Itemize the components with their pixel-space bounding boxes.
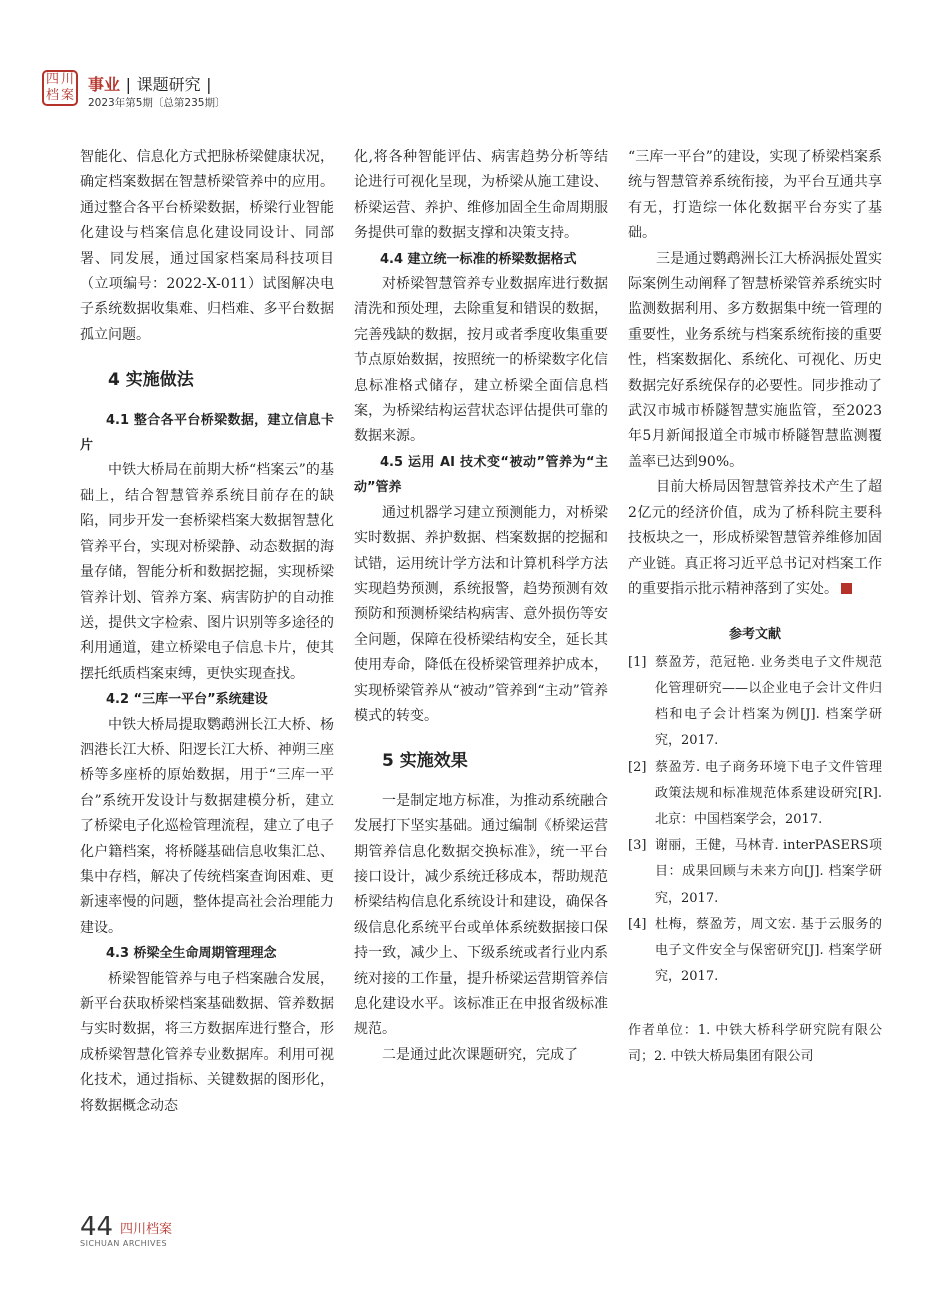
reference-item: [628, 755, 882, 834]
text-column-1: [80, 145, 334, 1119]
author-affiliation: 作者单位：1. 中铁大桥科学研究院有限公司；2. 中铁大桥局集团有限公司: [628, 1023, 882, 1065]
column-name: 课题研究: [136, 75, 201, 94]
reference-item: [628, 833, 882, 912]
paragraph: 智能化、信息化方式把脉桥梁健康状况，确定档案数据在智慧桥梁管养中的应用。通过整合各平台桥梁数据，桥梁行业智能化建设与档案信息化建设同设计、同部署、同发展，通过国家档案局科技项目（立项编号：2022-X-011）试图解决电子系统数据收集难、归档难、多平台数据孤立问题。: [80, 149, 334, 343]
seal-char: 四: [45, 72, 59, 87]
section-heading: 5 实施效果: [382, 751, 468, 772]
paragraph: 通过机器学习建立预测能力，对桥梁实时数据、养护数据、档案数据的挖掘和试错，运用统计学方法和计算机科学方法实现趋势预测，系统报警，趋势预测有效预防和预测桥梁结构病害、意外损伤等安全问题，保障在役桥梁结构安全，延长其使用寿命，降低在役桥梁管理养护成本，实现桥梁管养从“被动”管养到“主动”管养模式的转变。: [354, 504, 608, 724]
reference-item: [628, 650, 882, 755]
seal-char: 档: [45, 88, 59, 103]
reference-number: [3]: [628, 838, 647, 854]
page-header: [40, 66, 920, 116]
publication-name-en: SICHUAN ARCHIVES: [80, 1239, 168, 1248]
reference-number: [1]: [628, 654, 647, 670]
seal-char: 川: [60, 72, 74, 87]
subsection-heading: 4.3 桥梁全生命周期管理理念: [106, 946, 277, 962]
paragraph: 对桥梁智慧管养专业数据库进行数据清洗和预处理，去除重复和错误的数据，完善残缺的数据，按月或者季度收集重要节点原始数据，按照统一的桥梁数字化信息标准格式储存，建立桥梁全面信息档案，为桥梁结构运营状态评估提供可靠的数据来源。: [354, 276, 608, 445]
reference-number: [4]: [628, 916, 647, 932]
paragraph-final: [628, 475, 882, 602]
references-title: 参考文献: [728, 627, 781, 643]
paragraph: 二是通过此次课题研究，完成了: [382, 1046, 578, 1063]
subsection-heading: 4.2 “三库一平台”系统建设: [106, 692, 268, 708]
subsection-heading: 4.5 运用 AI 技术变“被动”管养为“主动”管养: [354, 454, 608, 496]
reference-text: 蔡盈芳，范冠艳. 业务类电子文件规范化管理研究——以企业电子会计文件归档和电子会计档案为例[J]. 档案学研究，2017.: [655, 654, 882, 749]
text-column-2: [354, 145, 608, 1068]
subsection-heading: 4.1 整合各平台桥梁数据，建立信息卡片: [80, 412, 334, 454]
paragraph: 桥梁智能管养与电子档案融合发展，新平台获取桥梁档案基础数据、管养数据与实时数据，将三方数据库进行整合，形成桥梁智慧化管养专业数据库。利用可视化技术，通过指标、关键数据的图形化，将数据概念动态: [80, 970, 334, 1114]
page-number: 44: [80, 1212, 114, 1242]
subsection-heading: 4.4 建立统一标准的桥梁数据格式: [380, 251, 577, 267]
reference-item: [628, 912, 882, 991]
reference-text: 蔡盈芳. 电子商务环境下电子文件管理政策法规和标准规范体系建设研究[R]. 北京：中国档案学会，2017.: [655, 759, 882, 827]
separator: |: [206, 75, 212, 94]
paragraph: 一是制定地方标准，为推动系统融合发展打下坚实基础。通过编制《桥梁运营期管养信息化数据交换标准》，统一平台接口设计，减少系统迁移成本，帮助规范桥梁结构信息化系统设计和建设，确保各级信息化系统平台或单体系统数据接口保持一致，减少上、下级系统或者行业内系统对接的工作量，提升桥梁运营期管养信息化建设水平。该标准正在申报省级标准规范。: [354, 792, 608, 1038]
separator: |: [125, 75, 131, 94]
paragraph-text: 目前大桥局因智慧管养技术产生了超2亿元的经济价值，成为了桥科院主要科技板块之一，形成桥梁智慧管养维修加固产业链。真正将习近平总书记对档案工作的重要指示批示精神落到了实处。: [628, 479, 882, 597]
reference-text: 谢丽，王健，马林青. interPASERS项目：成果回顾与未来方向[J]. 档案学研究，2017.: [655, 838, 882, 906]
paragraph: “三库一平台”的建设，实现了桥梁档案系统与智慧管养系统衔接，为平台互通共享有无，打造综一体化数据平台夯实了基础。: [628, 149, 882, 242]
publication-name: 四川档案: [120, 1222, 173, 1237]
section-title: [88, 72, 212, 95]
section-heading: 4 实施做法: [108, 370, 194, 391]
issue-info: 2023年第5期〔总第235期〕: [88, 97, 226, 109]
reference-number: [2]: [628, 759, 647, 775]
paragraph: 化,将各种智能评估、病害趋势分析等结论进行可视化呈现，为桥梁从施工建设、桥梁运营、养护、维修加固全生命周期服务提供可靠的数据支撑和决策支持。: [354, 149, 608, 242]
journal-seal-logo: [42, 70, 78, 106]
seal-char: 案: [60, 88, 74, 103]
paragraph: 三是通过鹦鹉洲长江大桥涡振处置实际案例生动阐释了智慧桥梁管养系统实时监测数据利用、多方数据集中统一管理的重要性，业务系统与档案系统衔接的重要性，档案数据化、系统化、可视化、历史数据完好系统保存的必要性。同步推动了武汉市城市桥隧智慧实施监管，至2023年5月新闻报道全市城市桥隧智慧监测覆盖率已达到90%。: [628, 250, 882, 470]
section-name: 事业: [88, 75, 121, 94]
reference-text: 杜梅，蔡盈芳，周文宏. 基于云服务的电子文件安全与保密研究[J]. 档案学研究，2017.: [655, 916, 882, 985]
end-mark-icon: [841, 583, 852, 594]
paragraph: 中铁大桥局提取鹦鹉洲长江大桥、杨泗港长江大桥、阳逻长江大桥、神朔三座桥等多座桥的原始数据，用于“三库一平台”系统开发设计与数据建模分析，建立了桥梁电子化巡检管理流程，建立了电子化户籍档案，将桥隧基础信息收集汇总、集中存档，解决了传统档案查询困难、更新速率慢的问题，整体提高社会治理能力建设。: [80, 716, 334, 936]
paragraph: 中铁大桥局在前期大桥“档案云”的基础上，结合智慧管养系统目前存在的缺陷，同步开发一套桥梁档案大数据智慧化管养平台，实现对桥梁静、动态数据的海量存储，智能分析和数据挖掘，实现桥梁管养计划、管养方案、病害防护的自动推送，提供文字检索、图片识别等多途径的利用通道，建立桥梁电子信息卡片，使其摆托纸质档案束缚，更快实现查找。: [80, 462, 334, 682]
text-column-3: [628, 145, 882, 1070]
